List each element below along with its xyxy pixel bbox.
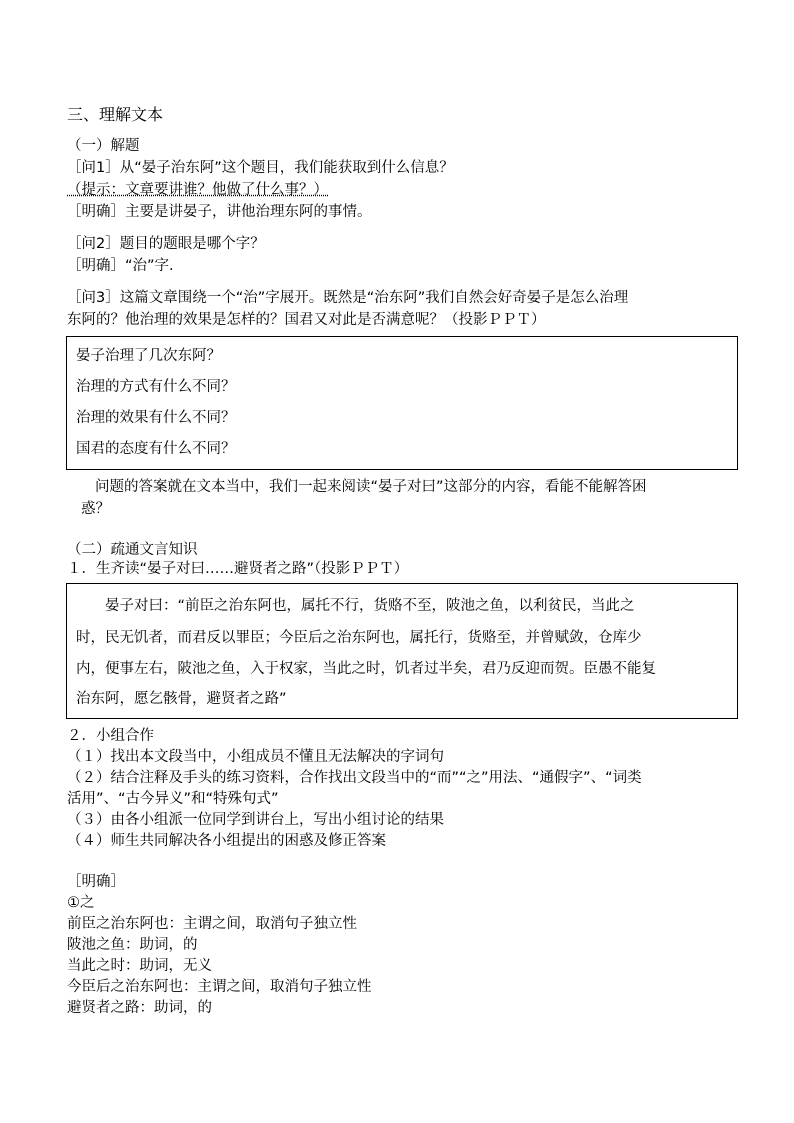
question-1: ［问1］从“晏子治东阿”这个题目，我们能获取到什么信息？ [67,160,454,176]
passage-line: 内，便事左右，陂池之鱼，入于权家，当此之时，饥者过半矣，君乃反迎而贺。臣愚不能复 [76,661,656,677]
hint-text: （提示：文章要讲谁？他做了什么事？） [67,182,328,198]
box-question: 治理的方式有什么不同？ [76,379,236,395]
question-2: ［问2］题目的题眼是哪个字？ [67,236,265,252]
task-item: （４）师生共同解决各小组提出的困惑及修正答案 [67,833,386,849]
section-title: 三、理解文本 [67,105,164,124]
task-item: （２）结合注释及手头的练习资料，合作找出文段当中的“而”“之”用法、“通假字”、“词类 [67,770,642,786]
answer-paragraph-line-2: 惑？ [81,501,110,517]
box-question: 国君的态度有什么不同？ [76,441,236,457]
passage-line: 时，民无饥者，而君反以罪臣；今臣后之治东阿也，属托行，货赂至，并曾赋敛，仓库少 [76,630,642,646]
passage-line: 晏子对曰：“前臣之治东阿也，属托不行，货赂不至，陂池之鱼，以利贫民，当此之 [105,598,635,614]
answer-2: ［明确］“治”字. [67,258,174,274]
clarify-line: 陂池之鱼：助词，的 [67,937,198,953]
box-question: 晏子治理了几次东阿？ [76,348,221,364]
answer-paragraph-line-1: 问题的答案就在文本当中，我们一起来阅读“晏子对曰”这部分的内容，看能不能解答困 [95,479,647,495]
task-item: （３）由各小组派一位同学到讲台上，写出小组讨论的结果 [67,812,444,828]
passage-box [66,583,738,719]
clarify-line: 当此之时：助词，无义 [67,958,212,974]
clarify-line: 今臣后之治东阿也：主谓之间，取消句子独立性 [67,979,372,995]
part2-heading: （二）疏通文言知识 [67,542,198,558]
passage-line: 治东阿，愿乞骸骨，避贤者之路” [76,691,287,707]
step-1: １．生齐读“晏子对曰……避贤者之路”（投影ＰＰＴ） [67,561,409,577]
answer-1: ［明确］主要是讲晏子，讲他治理东阿的事情。 [67,204,372,220]
question-3-line-1: ［问3］这篇文章围绕一个“治”字展开。既然是“治东阿”我们自然会好奇晏子是怎么治理 [67,290,629,306]
question-3-line-2: 东阿的？他治理的效果是怎样的？国君又对此是否满意呢？（投影ＰＰＴ） [67,312,546,328]
clarify-subheading: ①之 [67,895,95,911]
task-item: 活用”、“古今异义”和“特殊句式” [67,791,279,807]
step-2: ２．小组合作 [67,728,154,744]
questions-box [66,336,738,470]
part1-heading: （一）解题 [67,138,140,154]
clarify-line: 避贤者之路：助词，的 [67,1000,212,1016]
box-question: 治理的效果有什么不同？ [76,410,236,426]
task-item: （１）找出本文段当中，小组成员不懂且无法解决的字词句 [67,749,444,765]
clarify-line: 前臣之治东阿也：主谓之间，取消句子独立性 [67,916,357,932]
clarify-heading: ［明确］ [67,874,125,890]
